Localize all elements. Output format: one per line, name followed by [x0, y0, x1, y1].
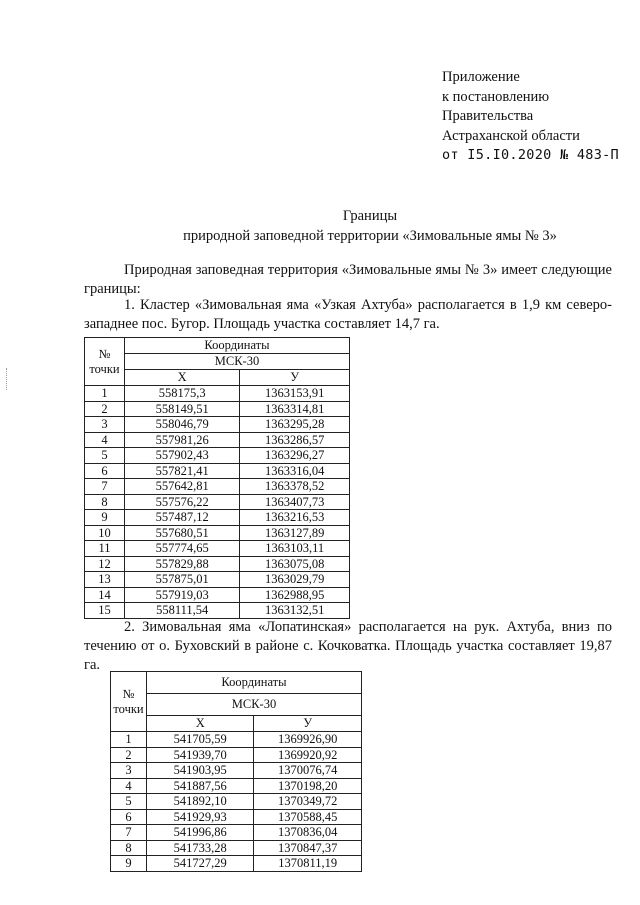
point-number-cell: 1 [85, 386, 125, 402]
x-coordinate-cell: 541887,56 [146, 778, 253, 794]
x-coordinate-cell: 557829,88 [124, 556, 239, 572]
col-y-header: У [254, 716, 362, 732]
x-coordinate-cell: 541939,70 [146, 747, 253, 763]
table-row [111, 763, 362, 779]
intro-text: Природная заповедная территория «Зимовальные ямы № 3» имеет следующие границы: [84, 262, 612, 297]
y-coordinate-cell: 1363103,11 [240, 541, 350, 557]
y-coordinate-cell: 1363216,53 [240, 510, 350, 526]
margin-mark [6, 368, 8, 390]
point-number-cell: 3 [111, 763, 147, 779]
x-coordinate-cell: 557919,03 [124, 587, 239, 603]
y-coordinate-cell: 1370076,74 [254, 763, 362, 779]
cluster2-paragraph [84, 618, 612, 675]
intro-paragraph [84, 261, 612, 299]
cluster1-text: 1. Кластер «Зимовальная яма «Узкая Ахтуба» располагается в 1,9 км северо-западнее пос. Бугор. Площадь участка составляет 14,7 га. [84, 297, 612, 332]
y-coordinate-cell: 1363075,08 [240, 556, 350, 572]
y-coordinate-cell: 1363132,51 [240, 603, 350, 619]
y-coordinate-cell: 1370836,04 [254, 825, 362, 841]
table-row [85, 401, 350, 417]
point-number-cell: 5 [111, 794, 147, 810]
table-row [111, 809, 362, 825]
table-row [85, 448, 350, 464]
point-number-cell: 8 [111, 840, 147, 856]
x-coordinate-cell: 557821,41 [124, 463, 239, 479]
x-coordinate-cell: 541996,86 [146, 825, 253, 841]
col-y-header: У [240, 370, 350, 386]
point-number-cell: 10 [85, 525, 125, 541]
annex-line-4: Астраханской области [442, 127, 580, 144]
point-number-cell: 4 [111, 778, 147, 794]
table-row [85, 525, 350, 541]
x-coordinate-cell: 541892,10 [146, 794, 253, 810]
x-coordinate-cell: 557981,26 [124, 432, 239, 448]
x-coordinate-cell: 557576,22 [124, 494, 239, 510]
table-row [85, 603, 350, 619]
point-number-cell: 7 [85, 479, 125, 495]
point-number-cell: 5 [85, 448, 125, 464]
table-row [111, 747, 362, 763]
x-coordinate-cell: 541705,59 [146, 732, 253, 748]
x-coordinate-cell: 558149,51 [124, 401, 239, 417]
table-row [85, 479, 350, 495]
x-coordinate-cell: 558175,3 [124, 386, 239, 402]
point-number-cell: 8 [85, 494, 125, 510]
table-row [85, 556, 350, 572]
cluster1-table-body [85, 386, 350, 619]
table-row [85, 494, 350, 510]
x-coordinate-cell: 558111,54 [124, 603, 239, 619]
y-coordinate-cell: 1363286,57 [240, 432, 350, 448]
point-number-cell: 3 [85, 417, 125, 433]
y-coordinate-cell: 1363295,28 [240, 417, 350, 433]
point-number-cell: 13 [85, 572, 125, 588]
annex-header [442, 68, 632, 166]
col-coordinates-header: Координаты [124, 338, 349, 354]
table-row [85, 386, 350, 402]
y-coordinate-cell: 1363378,52 [240, 479, 350, 495]
x-coordinate-cell: 557680,51 [124, 525, 239, 541]
table-row [85, 572, 350, 588]
y-coordinate-cell: 1369926,90 [254, 732, 362, 748]
point-number-cell: 1 [111, 732, 147, 748]
point-number-cell: 12 [85, 556, 125, 572]
x-coordinate-cell: 557487,12 [124, 510, 239, 526]
y-coordinate-cell: 1363127,89 [240, 525, 350, 541]
table-row [111, 732, 362, 748]
cluster2-text: 2. Зимовальная яма «Лопатинская» располагается на рук. Ахтуба, вниз по течению от о. Буховский в районе с. Кочковатка. Площадь участка составляет 19,87 га. [84, 619, 612, 673]
point-number-cell: 2 [85, 401, 125, 417]
col-point-number-header: № точки [85, 338, 125, 386]
y-coordinate-cell: 1363296,27 [240, 448, 350, 464]
table-row [85, 587, 350, 603]
table-row [111, 825, 362, 841]
table-row [111, 840, 362, 856]
table-row [85, 463, 350, 479]
document-subtitle: природной заповедной территории «Зимовальные ямы № 3» [183, 228, 557, 244]
y-coordinate-cell: 1363314,81 [240, 401, 350, 417]
col-coordinates-header: Координаты [146, 672, 361, 694]
y-coordinate-cell: 1363316,04 [240, 463, 350, 479]
y-coordinate-cell: 1370588,45 [254, 809, 362, 825]
cluster2-table-body [111, 732, 362, 872]
col-system-header: МСК-30 [124, 354, 349, 370]
table-row [85, 417, 350, 433]
y-coordinate-cell: 1370349,72 [254, 794, 362, 810]
point-number-cell: 14 [85, 587, 125, 603]
point-number-cell: 2 [111, 747, 147, 763]
table-row [85, 510, 350, 526]
y-coordinate-cell: 1370847,37 [254, 840, 362, 856]
x-coordinate-cell: 541733,28 [146, 840, 253, 856]
x-coordinate-cell: 557902,43 [124, 448, 239, 464]
document-title: Границы [342, 208, 398, 224]
point-number-cell: 7 [111, 825, 147, 841]
annex-date-line: от I5.I0.2020 № 483-П [442, 147, 619, 163]
point-number-cell: 11 [85, 541, 125, 557]
cluster1-paragraph [84, 296, 612, 334]
x-coordinate-cell: 557642,81 [124, 479, 239, 495]
col-system-header: МСК-30 [146, 694, 361, 716]
y-coordinate-cell: 1363029,79 [240, 572, 350, 588]
table-row [85, 541, 350, 557]
annex-line-3: Правительства [442, 108, 534, 124]
point-number-cell: 9 [85, 510, 125, 526]
x-coordinate-cell: 541727,29 [146, 856, 253, 872]
x-coordinate-cell: 557774,65 [124, 541, 239, 557]
y-coordinate-cell: 1370811,19 [254, 856, 362, 872]
col-x-header: X [146, 716, 253, 732]
x-coordinate-cell: 557875,01 [124, 572, 239, 588]
annex-line-1: Приложение [442, 69, 520, 85]
cluster2-coordinates-table [110, 671, 362, 872]
point-number-cell: 6 [111, 809, 147, 825]
y-coordinate-cell: 1363153,91 [240, 386, 350, 402]
col-x-header: X [124, 370, 239, 386]
x-coordinate-cell: 541903,95 [146, 763, 253, 779]
y-coordinate-cell: 1370198,20 [254, 778, 362, 794]
point-number-cell: 6 [85, 463, 125, 479]
x-coordinate-cell: 558046,79 [124, 417, 239, 433]
cluster1-coordinates-table [84, 337, 350, 619]
y-coordinate-cell: 1362988,95 [240, 587, 350, 603]
point-number-cell: 15 [85, 603, 125, 619]
x-coordinate-cell: 541929,93 [146, 809, 253, 825]
table-row [85, 432, 350, 448]
point-number-cell: 4 [85, 432, 125, 448]
col-point-number-header: № точки [111, 672, 147, 732]
point-number-cell: 9 [111, 856, 147, 872]
annex-line-2: к постановлению [442, 88, 550, 105]
y-coordinate-cell: 1369920,92 [254, 747, 362, 763]
y-coordinate-cell: 1363407,73 [240, 494, 350, 510]
table-row [111, 794, 362, 810]
table-row [111, 778, 362, 794]
table-row [111, 856, 362, 872]
